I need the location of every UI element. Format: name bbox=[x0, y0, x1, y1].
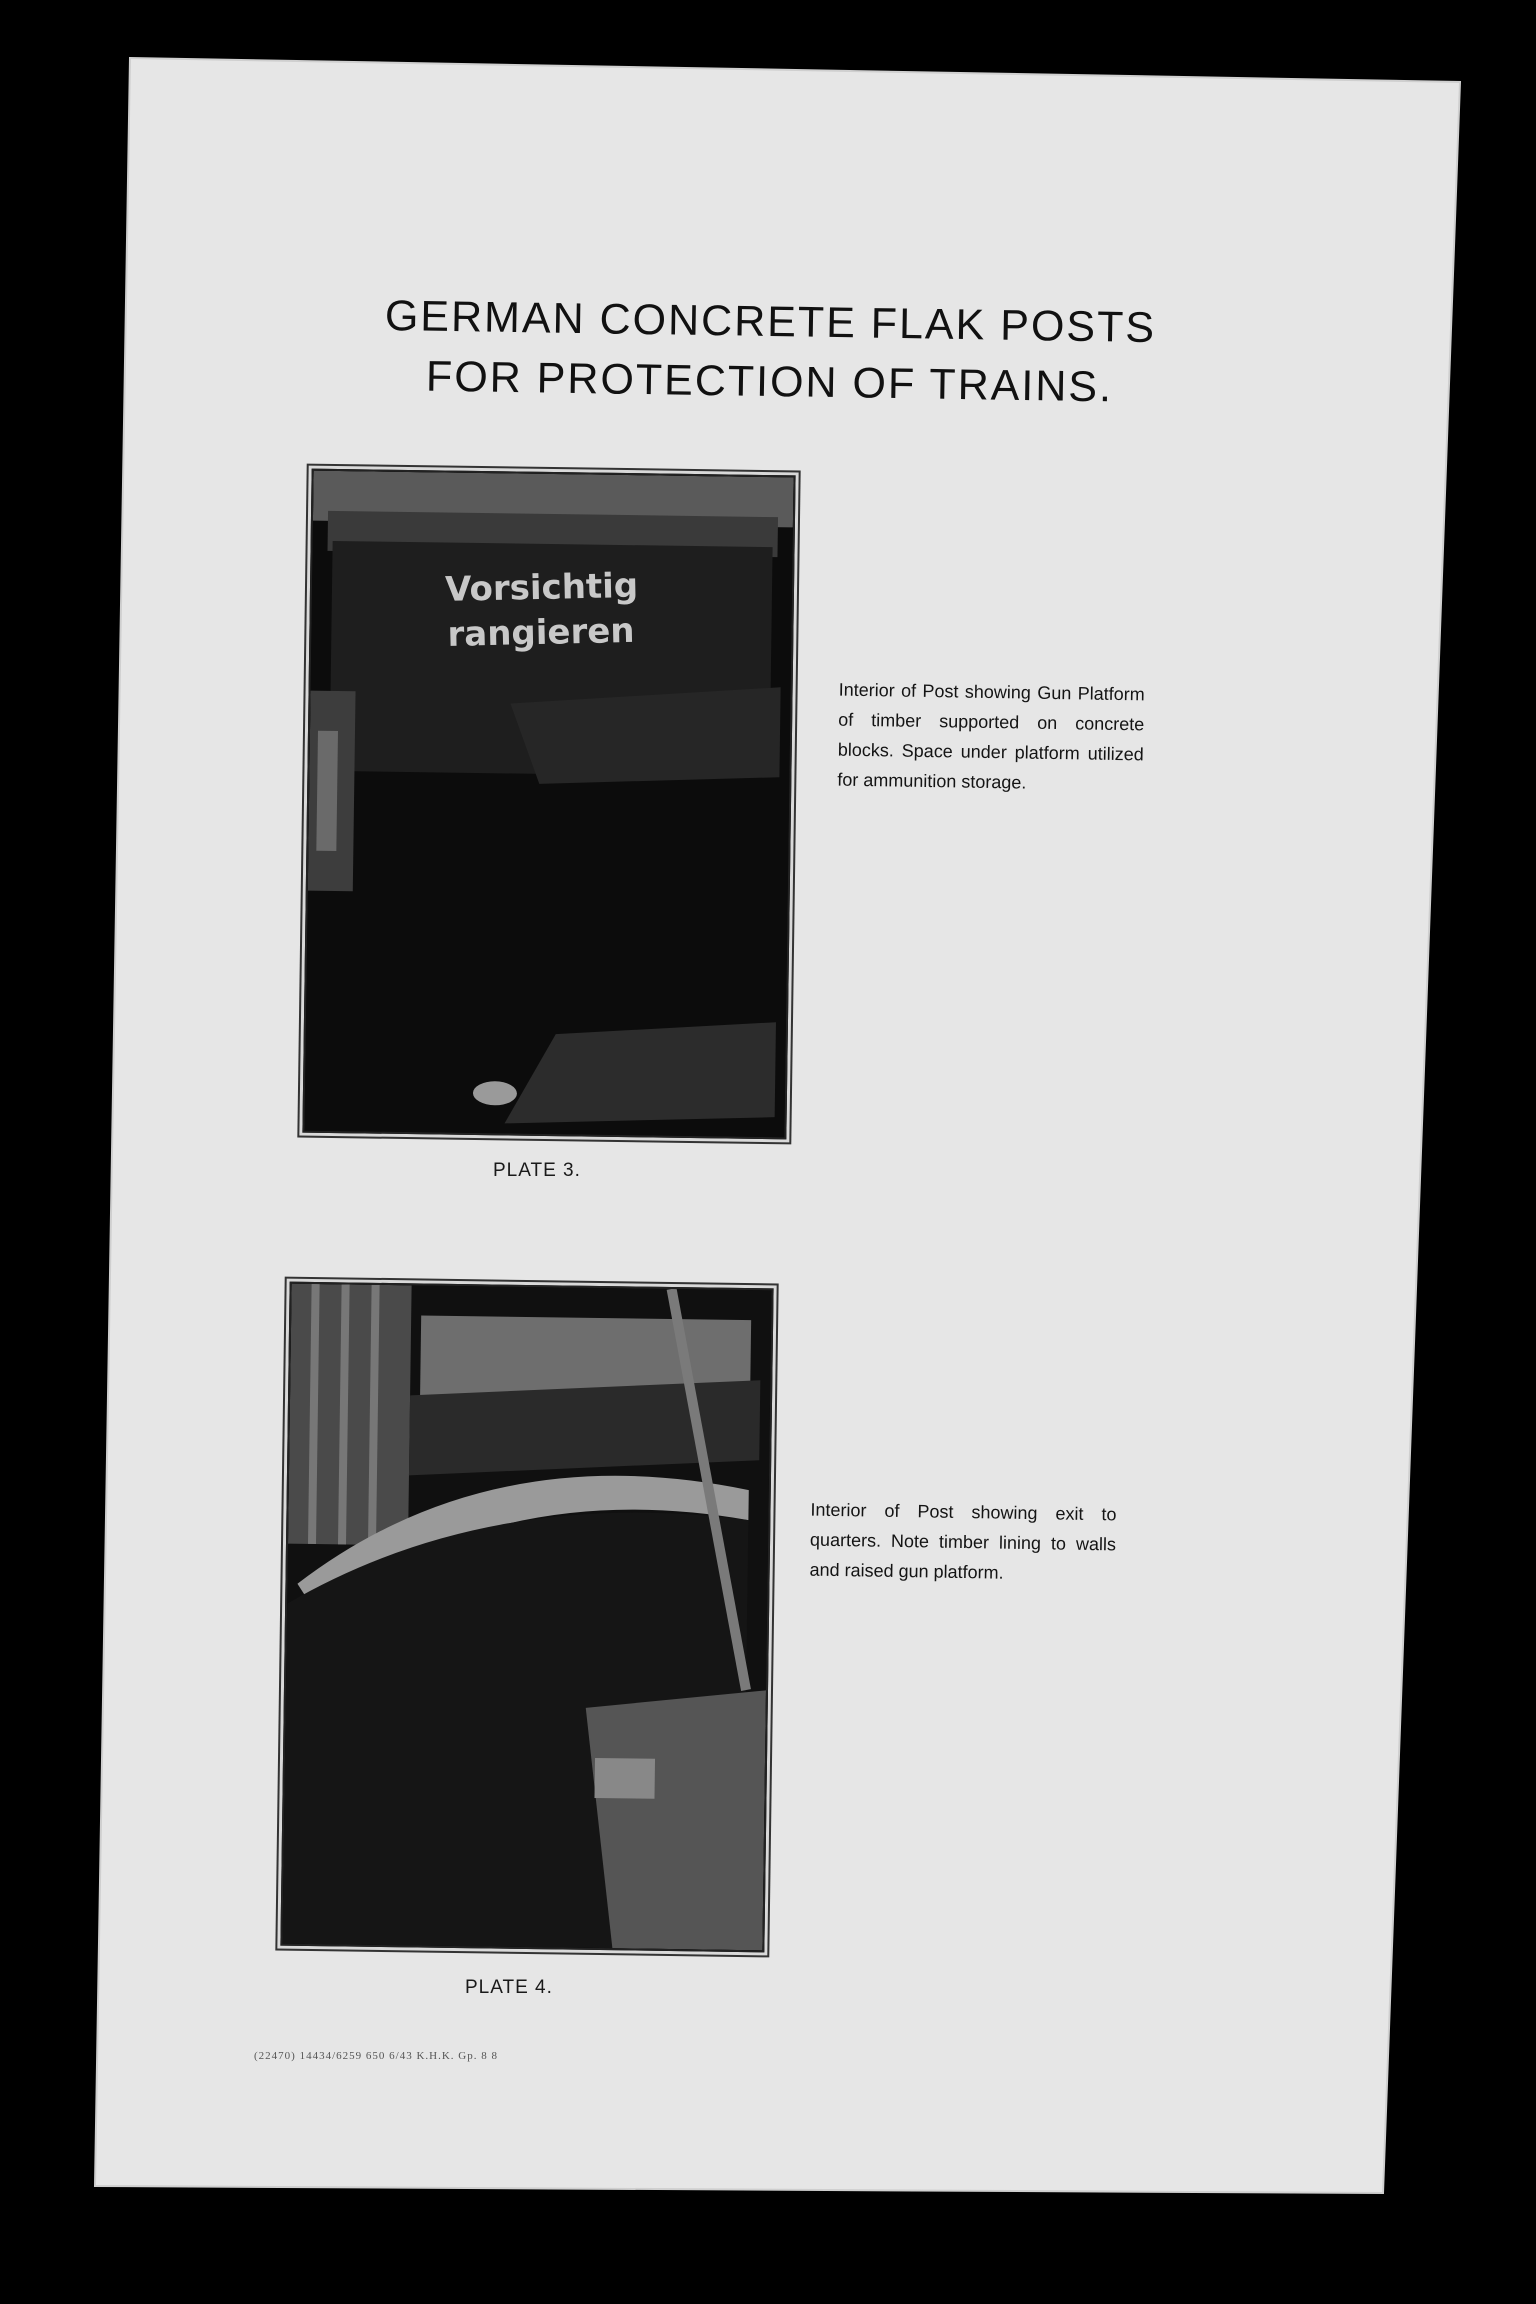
plate-3-sign-line-1: Vorsichtig bbox=[444, 565, 639, 610]
plate-3-caption: Interior of Post showing Gun Platform of timber supported on concrete blocks. Space under platform utilized for ammunition storage. bbox=[837, 679, 1145, 793]
plate-4-photo bbox=[280, 1282, 773, 1953]
title-line-1: GERMAN CONCRETE FLAK POSTS bbox=[384, 291, 1157, 353]
plate-4-caption: Interior of Post showing exit to quarters. Note timber lining to walls and raised gun platform. bbox=[809, 1499, 1117, 1583]
plate-3-photo bbox=[302, 469, 795, 1140]
page-title bbox=[379, 286, 1161, 418]
plate-3-label: PLATE 3. bbox=[493, 1160, 581, 1181]
printer-imprint: (22470) 14434/6259 650 6/43 K.H.K. Gp. 8 8 bbox=[254, 2050, 498, 2062]
title-line-2: FOR PROTECTION OF TRAINS. bbox=[425, 352, 1114, 412]
plate-4-label: PLATE 4. bbox=[465, 1977, 553, 1998]
plate-3-sign-line-2: rangieren bbox=[447, 610, 635, 655]
